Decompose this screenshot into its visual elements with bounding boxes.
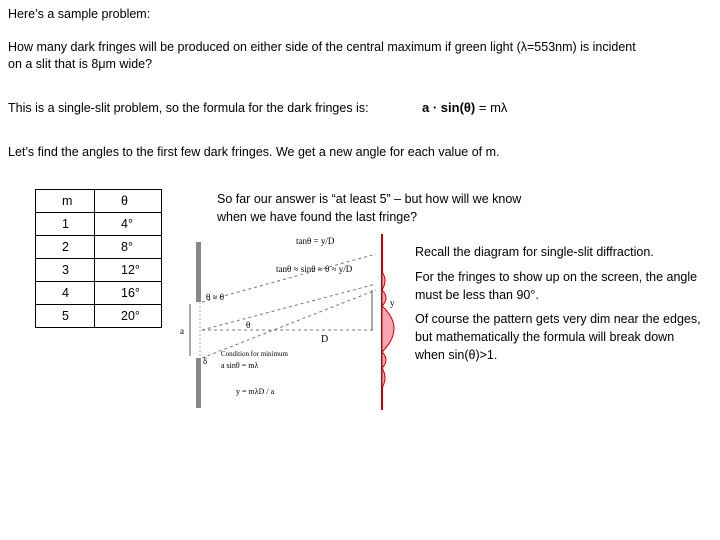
condition-line-2: a sinθ = mλ (221, 361, 259, 370)
table-cell: 20° (95, 305, 162, 328)
table-cell: 12° (95, 259, 162, 282)
y-formula: y = mλD / a (236, 387, 275, 396)
table-cell: 16° (95, 282, 162, 305)
table-header-m: m (36, 190, 95, 213)
table-row (36, 236, 162, 259)
dark-fringe-formula (422, 100, 507, 115)
answer-text: So far our answer is “at least 5” – but how will we know when we have found the last fringe? (217, 192, 522, 224)
intensity-pattern (382, 272, 394, 388)
question-line-2: on a slit that is 8μm wide? (8, 57, 153, 71)
theta-approx-label: θ ≈ θ (206, 292, 225, 302)
table-cell: 8° (95, 236, 162, 259)
table-row (36, 305, 162, 328)
table-cell: 4° (95, 213, 162, 236)
slit-barrier-bottom (196, 358, 201, 408)
table-row (36, 259, 162, 282)
table-cell: 5 (36, 305, 95, 328)
formula-lhs: a · sin(θ) (422, 100, 476, 115)
table-header-row (36, 190, 162, 213)
recall-text: Recall the diagram for single-slit diffraction. (415, 245, 654, 259)
intro-text: Here’s a sample problem: (8, 7, 151, 21)
formula-rhs: = mλ (478, 100, 508, 115)
ray-line (202, 254, 376, 302)
fringes-text: For the fringes to show up on the screen, the angle must be less than 90°. (415, 270, 698, 302)
question-line-1: How many dark fringes will be produced on either side of the central maximum if green light (λ=553nm) is incident (8, 40, 636, 54)
table-row (36, 282, 162, 305)
fringe-angle-table (35, 189, 162, 328)
slit-barrier-top (196, 242, 201, 302)
table-row (36, 213, 162, 236)
table-cell: 2 (36, 236, 95, 259)
angles-text: Let’s find the angles to the first few dark fringes. We get a new angle for each value of m. (8, 145, 500, 159)
dim-text: Of course the pattern gets very dim near the edges, but mathematically the formula will break down when sin(θ)>1. (415, 312, 701, 362)
ray-line (202, 284, 376, 330)
approx-label: tanθ ≈ sinθ ≈ θ ≈ y/D (276, 264, 353, 274)
table-cell: 4 (36, 282, 95, 305)
y-label: y (390, 298, 395, 308)
theta-label: θ (246, 320, 251, 330)
single-slit-diagram (176, 232, 408, 410)
table-header-theta: θ (95, 190, 162, 213)
d-label: D (321, 334, 329, 345)
a-label: a (180, 326, 184, 336)
condition-line-1: Condition for minimum (221, 350, 288, 358)
table-cell: 3 (36, 259, 95, 282)
delta-label: δ (203, 356, 208, 366)
tan-label: tanθ = y/D (296, 236, 335, 246)
ray-line (202, 290, 376, 358)
single-slit-text: This is a single-slit problem, so the formula for the dark fringes is: (8, 101, 369, 115)
table-cell: 1 (36, 213, 95, 236)
